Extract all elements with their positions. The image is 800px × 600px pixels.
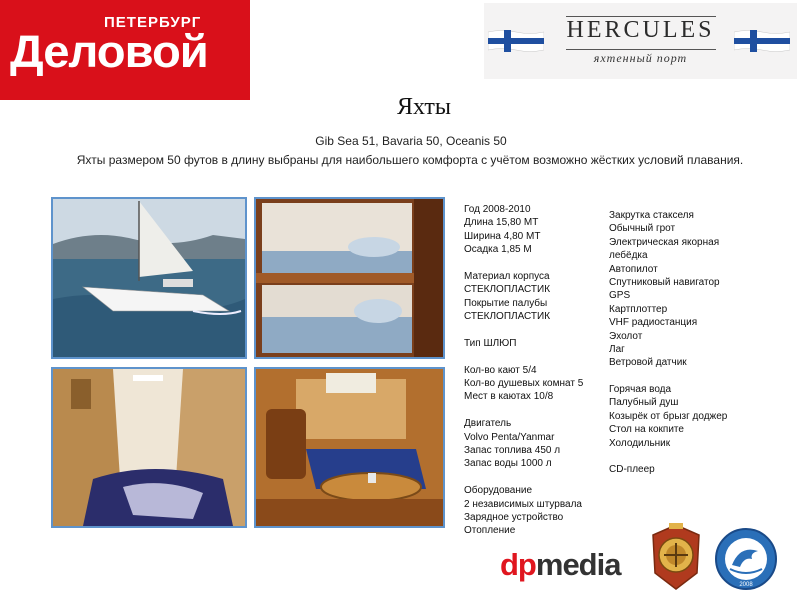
spec-line: Материал корпуса — [464, 270, 550, 282]
spec-line — [609, 370, 727, 383]
spec-line: Запас топлива 450 л — [464, 445, 561, 457]
spec-line: Тип ШЛЮП — [464, 337, 517, 349]
spec-line: Отопление — [464, 525, 516, 537]
spec-line: Автопилот — [609, 263, 658, 275]
spec-line: Ветровой датчик — [609, 357, 687, 369]
intro-text: Яхты размером 50 футов в длину выбраны для наибольшего комфорта с учётом возможно жёстких условий плавания. — [76, 153, 744, 167]
specs-left-column — [464, 203, 583, 538]
logo-divider-top — [566, 16, 716, 17]
spec-line: Электрическая якорная — [609, 236, 720, 248]
spec-line: Длина 15,80 МТ — [464, 217, 539, 229]
spec-line: Эхолот — [609, 330, 643, 342]
spec-line: 2 независимых штурвала — [464, 498, 582, 510]
spec-line: GPS — [609, 290, 631, 302]
spec-line: Зарядное устройство — [464, 511, 564, 523]
spec-line — [464, 471, 583, 484]
finnish-flag-right-icon — [734, 29, 790, 53]
spec-line: Козырёк от брызг доджер — [609, 410, 728, 422]
hercules-logo — [484, 3, 797, 79]
spec-line: Лаг — [609, 343, 625, 355]
spec-line: СТЕКЛОПЛАСТИК — [464, 284, 551, 296]
logo-divider-bottom — [566, 49, 716, 50]
spec-line: Ширина 4,80 МТ — [464, 230, 541, 242]
spec-line: Картплоттер — [609, 303, 668, 315]
logo-subtitle: ПЕТЕРБУРГ — [104, 14, 202, 31]
spec-line: Запас воды 1000 л — [464, 458, 552, 470]
photo-bunk-cabin — [254, 197, 445, 359]
photo-saloon — [254, 367, 445, 528]
page-title: Яхты — [396, 94, 452, 120]
spec-line: Стол на кокпите — [609, 424, 684, 436]
finnish-flag-left-icon — [488, 29, 544, 53]
spec-line: Осадка 1,85 М — [464, 244, 532, 256]
spec-line: Горячая вода — [609, 384, 672, 396]
yacht-models: Gib Sea 51, Bavaria 50, Oceanis 50 — [315, 134, 507, 148]
spec-line — [609, 450, 727, 463]
spec-line: Год 2008-2010 — [464, 204, 531, 215]
spec-line: Volvo Penta/Yanmar — [464, 431, 555, 443]
logo-title: Деловой — [10, 26, 208, 77]
spec-line: VHF радиостанция — [609, 317, 698, 329]
spec-line: Оборудование — [464, 485, 533, 497]
spec-line: СТЕКЛОПЛАСТИК — [464, 311, 551, 323]
spec-line: Холодильник — [609, 437, 671, 449]
yacht-club-crest-icon — [647, 521, 705, 593]
photo-yacht-sailing — [51, 197, 247, 359]
hercules-subtitle: яхтенный порт — [593, 51, 688, 65]
spec-line: Кол-во кают 5/4 — [464, 364, 537, 376]
spec-line — [464, 257, 583, 270]
spec-line: Кол-во душевых комнат 5 — [464, 378, 584, 390]
dpmedia-logo — [500, 547, 620, 583]
spec-line: лебёдка — [609, 250, 648, 262]
delovoy-peterburg-logo — [0, 0, 250, 100]
dolphin-club-emblem-icon — [714, 527, 778, 591]
emblem-year: 2008 — [739, 582, 753, 588]
dpmedia-dp: dp — [500, 547, 536, 582]
dpmedia-media: media — [535, 547, 621, 582]
spec-line: Спутниковый навигатор — [609, 276, 720, 288]
spec-line: CD-плеер — [609, 464, 655, 476]
spec-line — [464, 324, 583, 337]
spec-line — [464, 404, 583, 417]
spec-line — [464, 350, 583, 363]
spec-line: Палубный душ — [609, 397, 679, 409]
spec-line: Мест в каютах 10/8 — [464, 391, 554, 403]
spec-line: Закрутка стакселя — [609, 210, 694, 221]
spec-line: Покрытие палубы — [464, 297, 548, 309]
specs-right-column — [609, 209, 727, 477]
hercules-title: HERCULES — [566, 17, 715, 43]
photo-forward-cabin — [51, 367, 247, 528]
spec-line: Двигатель — [464, 418, 512, 430]
spec-line: Обычный грот — [609, 223, 676, 235]
